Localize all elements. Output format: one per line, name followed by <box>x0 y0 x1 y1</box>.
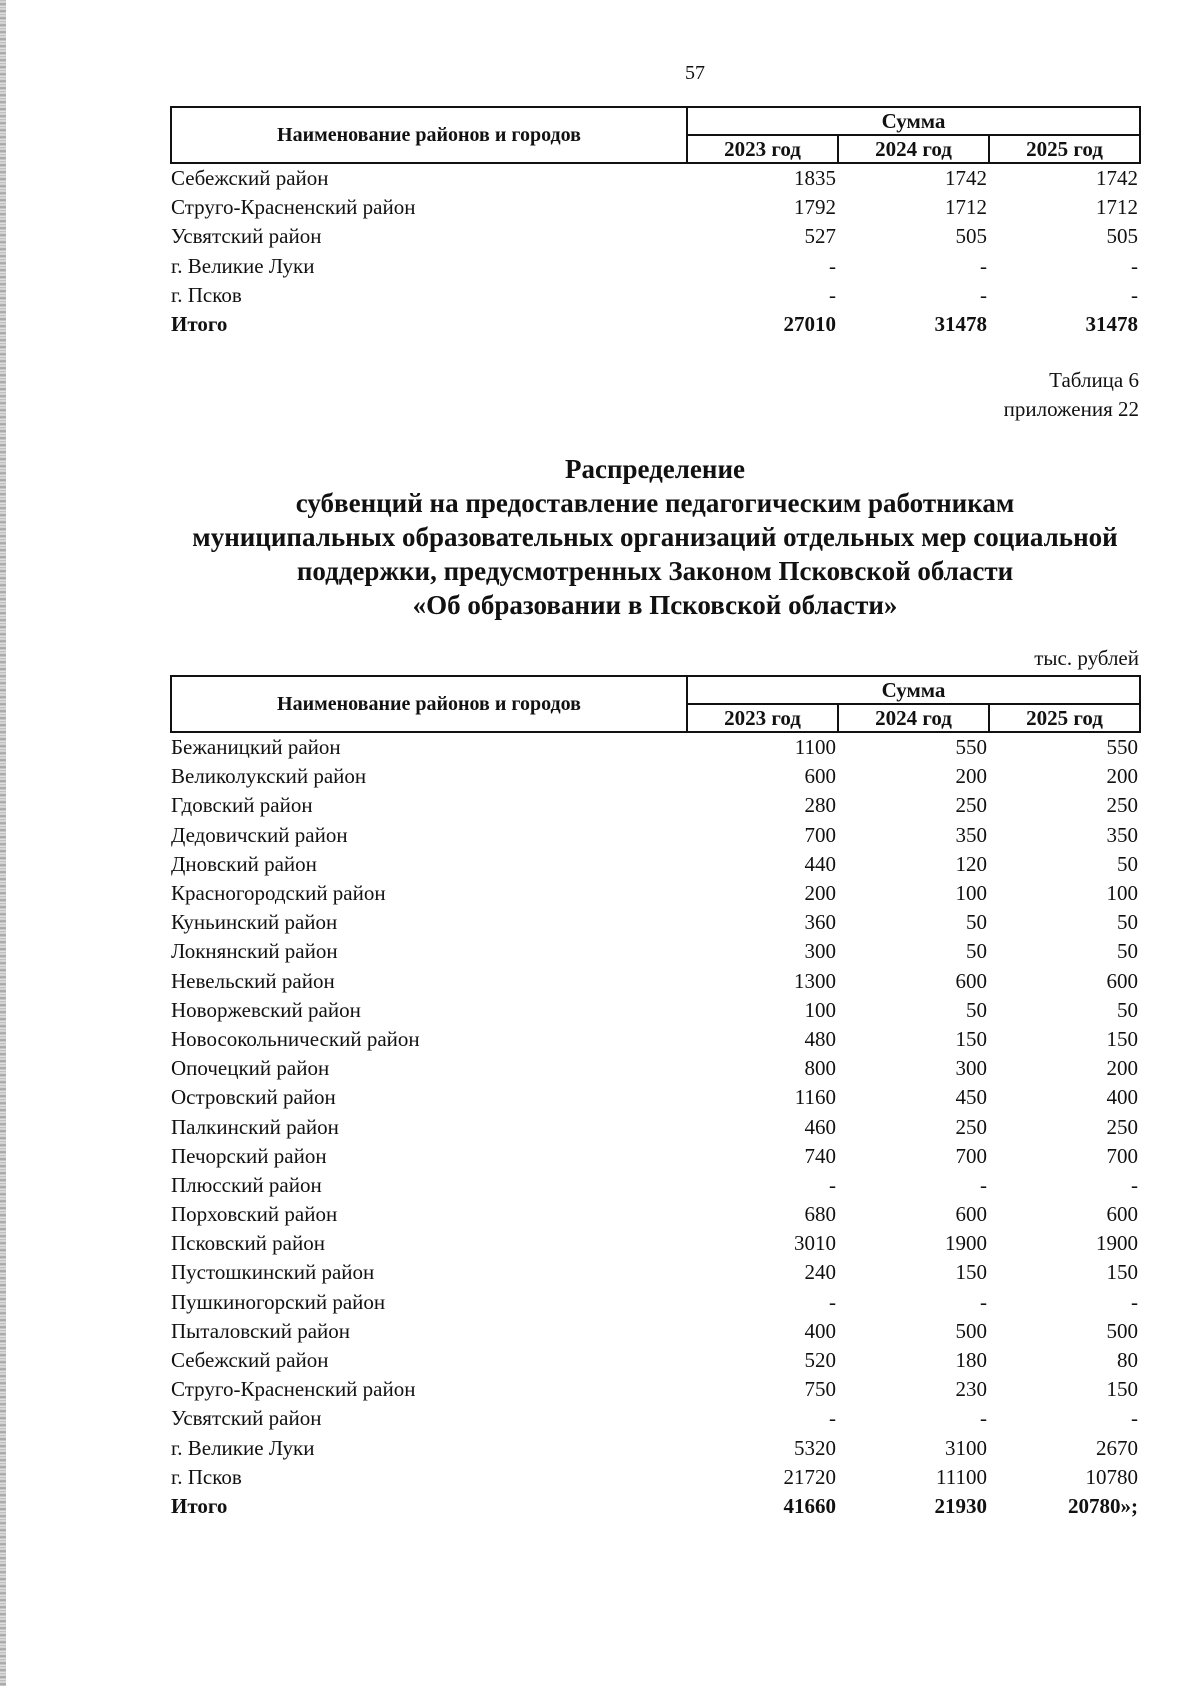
district-name: г. Великие Луки <box>171 253 315 278</box>
district-name: Усвятский район <box>171 1406 322 1431</box>
header-year-2023: 2023 год <box>687 135 838 163</box>
title-line: субвенций на предоставление педагогическим работникам <box>295 488 1015 518</box>
district-name: Струго-Красненский район <box>171 195 416 220</box>
amount-2023: 280 <box>804 793 836 818</box>
amount-2023: - <box>829 1406 836 1431</box>
district-name: г. Псков <box>171 282 242 307</box>
amount-2024: - <box>980 1406 987 1431</box>
amount-2025: 50 <box>1117 851 1139 876</box>
header-sum: Сумма <box>687 676 1140 704</box>
amount-2025: - <box>1131 282 1139 307</box>
table-main <box>170 675 1140 1521</box>
amount-2024: 350 <box>955 822 987 847</box>
district-name: г. Великие Луки <box>171 1435 315 1460</box>
table-row <box>171 1142 1140 1171</box>
district-name: Печорский район <box>171 1143 327 1168</box>
amount-2023: 27010 <box>783 312 836 337</box>
amount-2024: 31478 <box>934 312 987 337</box>
table-continuation <box>170 106 1140 339</box>
table-row <box>171 1229 1140 1258</box>
amount-2024: 500 <box>955 1318 987 1343</box>
amount-2025: - <box>1131 253 1139 278</box>
amount-2025: 250 <box>1106 793 1139 818</box>
district-name: Усвятский район <box>171 224 322 249</box>
amount-2025: 31478 <box>1085 312 1139 337</box>
amount-2025: 550 <box>1106 735 1139 760</box>
amount-2024: 1712 <box>945 195 987 220</box>
table-row <box>171 163 1140 193</box>
amount-2023: - <box>829 1172 836 1197</box>
amount-2024: 1742 <box>945 166 987 191</box>
table-row <box>171 1054 1140 1083</box>
table-row <box>171 908 1140 937</box>
table-row <box>171 1434 1140 1463</box>
amount-2025: 600 <box>1106 968 1139 993</box>
district-name: Гдовский район <box>171 793 313 818</box>
header-year-2024: 2024 год <box>838 135 989 163</box>
district-name: Локнянский район <box>171 939 338 964</box>
amount-2025: - <box>1131 1289 1139 1314</box>
amount-2025: 50 <box>1117 910 1139 935</box>
table-row <box>171 1375 1140 1404</box>
amount-2024: 21930 <box>934 1493 987 1518</box>
district-name: Опочецкий район <box>171 1056 330 1081</box>
district-name: Великолукский район <box>171 764 367 789</box>
amount-2024: 100 <box>955 881 987 906</box>
amount-2023: 750 <box>804 1377 836 1402</box>
district-name: Порховский район <box>171 1202 338 1227</box>
amount-2025: 1712 <box>1096 195 1139 220</box>
amount-2023: 1792 <box>794 195 836 220</box>
amount-2025: 600 <box>1106 1202 1139 1227</box>
amount-2025: 200 <box>1106 764 1139 789</box>
district-name: Пыталовский район <box>171 1318 351 1343</box>
table-row <box>171 879 1140 908</box>
amount-2025: 80 <box>1117 1348 1139 1373</box>
amount-2025: 20780»; <box>1068 1493 1139 1518</box>
amount-2024: 230 <box>955 1377 987 1402</box>
amount-2023: 520 <box>804 1348 836 1373</box>
title-line: поддержки, предусмотренных Законом Псковской области <box>296 556 1014 586</box>
table-row <box>171 281 1140 310</box>
amount-2025: 150 <box>1106 1377 1139 1402</box>
amount-2025: - <box>1131 1172 1139 1197</box>
district-name: Новосокольнический район <box>171 1026 420 1051</box>
header-year-2025: 2025 год <box>989 704 1140 732</box>
table-continuation-body <box>171 163 1140 339</box>
amount-2023: - <box>829 1289 836 1314</box>
table-row <box>171 252 1140 281</box>
table-row <box>171 996 1140 1025</box>
amount-2023: 41660 <box>783 1493 836 1518</box>
amount-2023: 300 <box>804 939 836 964</box>
amount-2023: 3010 <box>794 1231 836 1256</box>
units-label: тыс. рублей <box>1034 646 1139 670</box>
amount-2023: 240 <box>804 1260 836 1285</box>
amount-2023: - <box>829 253 836 278</box>
district-name: Дновский район <box>171 851 317 876</box>
amount-2024: 450 <box>955 1085 987 1110</box>
amount-2023: 1300 <box>794 968 836 993</box>
amount-2025: 1900 <box>1096 1231 1139 1256</box>
total-row <box>171 1492 1140 1521</box>
amount-2025: 50 <box>1117 939 1139 964</box>
amount-2024: 700 <box>955 1143 987 1168</box>
table-row <box>171 821 1140 850</box>
district-name: Палкинский район <box>171 1114 339 1139</box>
title-line: муниципальных образовательных организаций отдельных мер социальной <box>192 522 1118 552</box>
amount-2024: 150 <box>955 1026 987 1051</box>
amount-2024: 505 <box>955 224 987 249</box>
table-row <box>171 967 1140 996</box>
table-main-body <box>171 732 1140 1521</box>
total-row <box>171 310 1140 339</box>
table-continuation-grid <box>170 106 1141 339</box>
page-number: 57 <box>685 62 705 84</box>
amount-2025: - <box>1131 1406 1139 1431</box>
district-name: Невельский район <box>171 968 335 993</box>
amount-2023: - <box>829 282 836 307</box>
header-year-2025: 2025 год <box>989 135 1140 163</box>
amount-2025: 50 <box>1117 997 1139 1022</box>
amount-2024: 550 <box>955 735 987 760</box>
amount-2024: 120 <box>955 851 987 876</box>
amount-2025: 400 <box>1106 1085 1139 1110</box>
table-row <box>171 1346 1140 1375</box>
table-row <box>171 1258 1140 1287</box>
amount-2025: 250 <box>1106 1114 1139 1139</box>
amount-2023: 1100 <box>794 735 836 760</box>
amount-2024: 1900 <box>945 1231 987 1256</box>
table-row <box>171 193 1140 222</box>
table-row <box>171 937 1140 966</box>
district-name: Плюсский район <box>171 1172 322 1197</box>
amount-2024: 50 <box>966 997 987 1022</box>
table-main-grid <box>170 675 1141 1521</box>
amount-2023: 740 <box>804 1143 836 1168</box>
district-name: г. Псков <box>171 1464 242 1489</box>
title-line: «Об образовании в Псковской области» <box>412 590 898 620</box>
table-row <box>171 222 1140 251</box>
amount-2023: 700 <box>804 822 836 847</box>
header-year-2024: 2024 год <box>838 704 989 732</box>
table-row <box>171 1112 1140 1141</box>
header-name: Наименование районов и городов <box>171 676 687 732</box>
amount-2023: 5320 <box>794 1435 836 1460</box>
district-name: Пушкиногорский район <box>171 1289 386 1314</box>
amount-2025: 150 <box>1106 1260 1139 1285</box>
amount-2024: - <box>980 1289 987 1314</box>
amount-2023: 1835 <box>794 166 836 191</box>
table-row <box>171 1083 1140 1112</box>
amount-2024: 250 <box>955 793 987 818</box>
district-name: Себежский район <box>171 166 329 191</box>
table-row <box>171 850 1140 879</box>
amount-2025: 350 <box>1106 822 1139 847</box>
amount-2023: 1160 <box>794 1085 836 1110</box>
table-row <box>171 1200 1140 1229</box>
amount-2024: 180 <box>955 1348 987 1373</box>
scan-edge-artifact <box>0 0 6 1686</box>
table-row <box>171 732 1140 762</box>
table-row <box>171 1404 1140 1433</box>
amount-2025: 500 <box>1106 1318 1139 1343</box>
amount-2023: 21720 <box>783 1464 836 1489</box>
amount-2025: 200 <box>1106 1056 1139 1081</box>
district-name: Псковский район <box>171 1231 325 1256</box>
amount-2025: 1742 <box>1096 166 1139 191</box>
district-name: Итого <box>171 1493 228 1518</box>
district-name: Куньинский район <box>171 910 338 935</box>
amount-2023: 400 <box>804 1318 836 1343</box>
amount-2024: 600 <box>955 968 987 993</box>
amount-2025: 2670 <box>1096 1435 1139 1460</box>
table-row <box>171 1288 1140 1317</box>
table-row <box>171 1463 1140 1492</box>
amount-2024: - <box>980 253 987 278</box>
table-row <box>171 762 1140 791</box>
amount-2025: 100 <box>1106 881 1139 906</box>
amount-2025: 10780 <box>1085 1464 1139 1489</box>
amount-2024: 3100 <box>945 1435 987 1460</box>
amount-2023: 200 <box>804 881 836 906</box>
amount-2023: 460 <box>804 1114 836 1139</box>
appendix-table-label: Таблица 6 <box>1049 368 1139 392</box>
amount-2025: 150 <box>1106 1026 1139 1051</box>
amount-2025: 505 <box>1106 224 1139 249</box>
amount-2023: 480 <box>804 1026 836 1051</box>
table-row <box>171 1025 1140 1054</box>
table-row <box>171 791 1140 820</box>
appendix-note <box>1004 366 1139 424</box>
amount-2024: 200 <box>955 764 987 789</box>
amount-2024: - <box>980 1172 987 1197</box>
amount-2023: 600 <box>804 764 836 789</box>
header-year-2023: 2023 год <box>687 704 838 732</box>
district-name: Струго-Красненский район <box>171 1377 416 1402</box>
table-row <box>171 1171 1140 1200</box>
amount-2023: 680 <box>804 1202 836 1227</box>
amount-2023: 440 <box>804 851 836 876</box>
amount-2023: 527 <box>804 224 836 249</box>
title-line: Распределение <box>564 454 746 484</box>
amount-2024: 150 <box>955 1260 987 1285</box>
appendix-annex-label: приложения 22 <box>1003 397 1139 421</box>
amount-2023: 800 <box>804 1056 836 1081</box>
amount-2024: 11100 <box>936 1464 987 1489</box>
amount-2024: 250 <box>955 1114 987 1139</box>
district-name: Дедовичский район <box>171 822 348 847</box>
amount-2024: 600 <box>955 1202 987 1227</box>
amount-2024: - <box>980 282 987 307</box>
amount-2024: 300 <box>955 1056 987 1081</box>
amount-2024: 50 <box>966 910 987 935</box>
amount-2023: 100 <box>804 997 836 1022</box>
header-name: Наименование районов и городов <box>171 107 687 163</box>
district-name: Бежаницкий район <box>171 735 341 760</box>
amount-2024: 50 <box>966 939 987 964</box>
amount-2025: 700 <box>1106 1143 1139 1168</box>
section-title <box>130 452 1180 622</box>
district-name: Островский район <box>171 1085 336 1110</box>
table-row <box>171 1317 1140 1346</box>
district-name: Итого <box>171 312 228 337</box>
district-name: Себежский район <box>171 1348 329 1373</box>
district-name: Пустошкинский район <box>171 1260 375 1285</box>
district-name: Новоржевский район <box>171 997 361 1022</box>
amount-2023: 360 <box>804 910 836 935</box>
district-name: Красногородский район <box>171 881 386 906</box>
header-sum: Сумма <box>687 107 1140 135</box>
